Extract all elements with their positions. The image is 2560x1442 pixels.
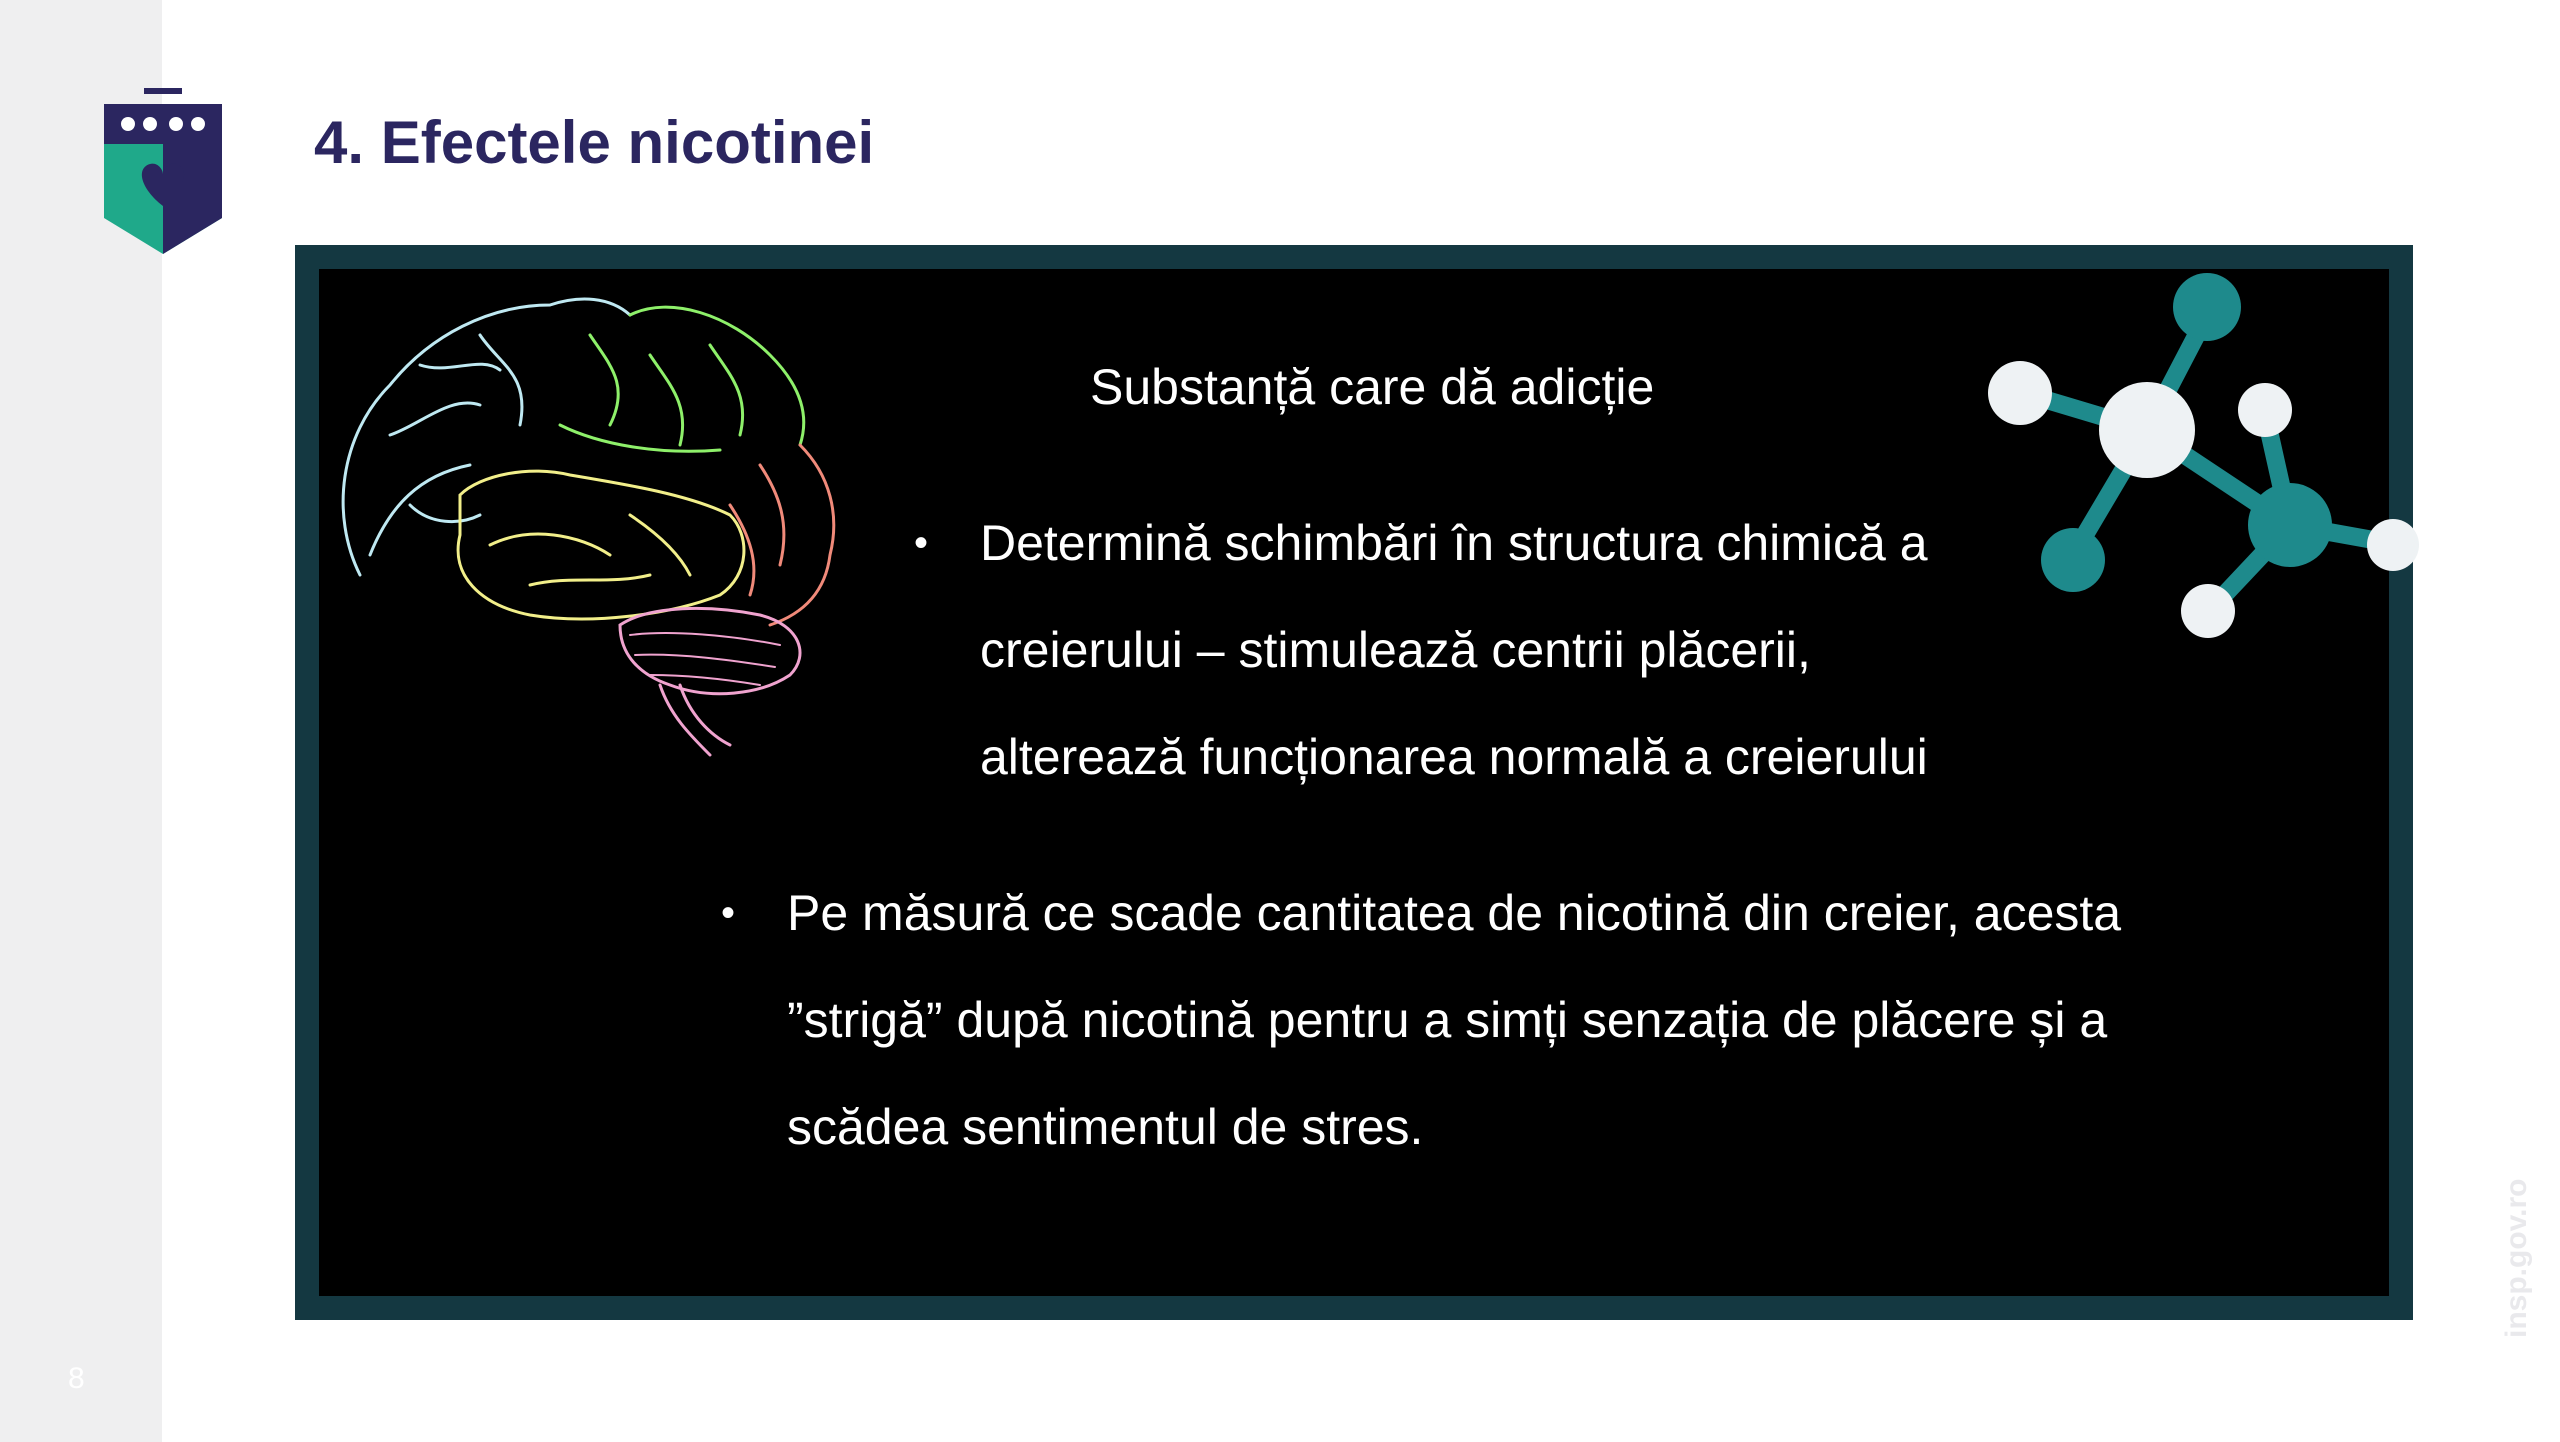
bullet-2-line-2: ”strigă” după nicotină pentru a simți senzația de plăcere și a	[787, 992, 2108, 1048]
brain-illustration	[330, 275, 870, 765]
insp-logo	[100, 88, 226, 256]
bullet-item-2	[721, 860, 2122, 1181]
board-heading: Substanță care dă adicție	[1090, 359, 1655, 415]
slide-title: 4. Efectele nicotinei	[314, 109, 875, 176]
bullet-marker: •	[721, 891, 736, 935]
bullet-1-line-1: Determină schimbări în structura chimică a	[980, 515, 1928, 571]
bullet-item-1	[914, 490, 1928, 811]
bullet-2-line-1: Pe măsură ce scade cantitatea de nicotină din creier, acesta	[787, 885, 2122, 941]
bullet-marker: •	[914, 521, 929, 565]
bullet-2-line-3: scădea sentimentul de stres.	[787, 1099, 1424, 1155]
molecule-illustration	[1975, 255, 2420, 655]
bullet-1-line-3: alterează funcționarea normală a creierului	[980, 729, 1928, 785]
bullet-1-line-2: creierului – stimulează centrii plăcerii,	[980, 622, 1811, 678]
watermark: insp.gov.ro	[2500, 1178, 2533, 1338]
page-number: 8	[68, 1362, 85, 1395]
